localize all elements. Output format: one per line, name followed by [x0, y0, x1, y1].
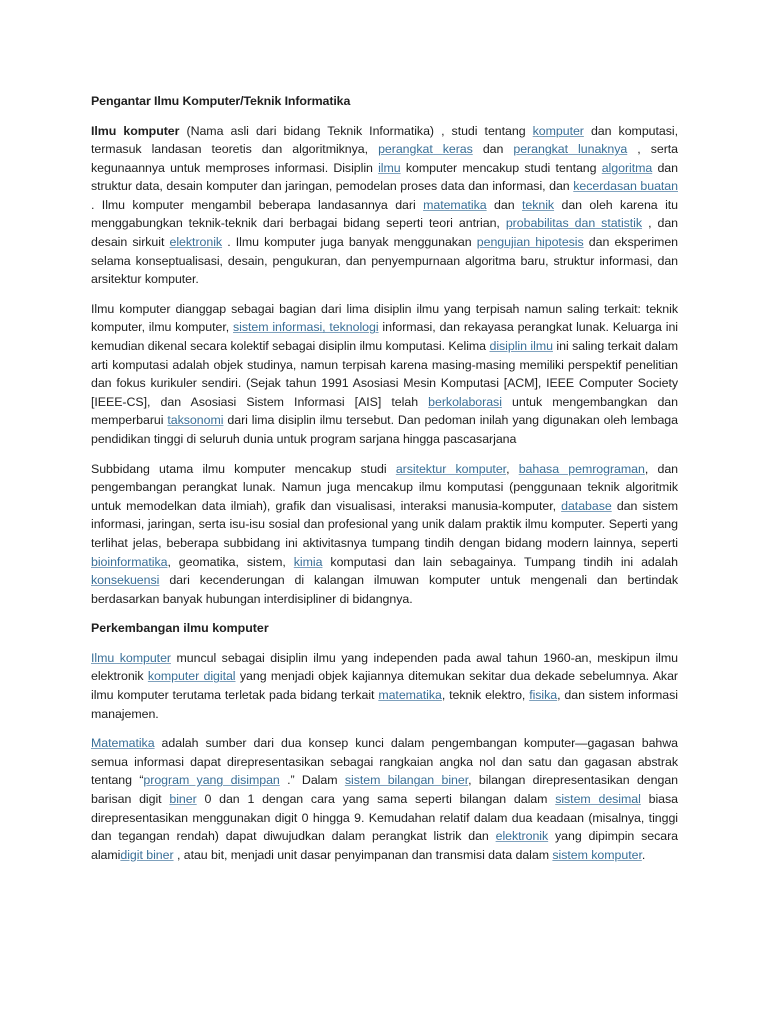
- text: Subbidang utama ilmu komputer mencakup studi: [91, 461, 396, 476]
- section-heading: Perkembangan ilmu komputer: [91, 621, 269, 636]
- text: dan eksperimen selama konseptualisasi, desain, pengukuran, dan penyempurnaan algoritma baru, struktur informasi, dan arsitektur komputer.: [91, 235, 679, 287]
- text: , bilangan direpresentasikan dengan barisan digit: [91, 773, 678, 806]
- text: , serta kegunaannya untuk memproses informasi. Disiplin: [91, 142, 678, 175]
- text: informasi, dan rekayasa perangkat lunak. Keluarga ini kemudian dikenal secara kolektif sebagai disiplin ilmu komputasi. Kelima: [91, 320, 678, 354]
- link-matematika[interactable]: matematika: [423, 197, 487, 212]
- text: , teknik elektro,: [441, 688, 530, 703]
- text: Ilmu komputer dianggap sebagai bagian dari lima disiplin ilmu yang terpisah namun saling terkait: teknik komputer, ilmu komputer,: [91, 301, 678, 335]
- link-sistem-bilangan-biner[interactable]: sistem bilangan biner: [344, 773, 469, 788]
- link-komputer[interactable]: komputer: [532, 123, 584, 138]
- text: .: [641, 847, 646, 862]
- text: , dan desain sirkuit: [91, 216, 678, 250]
- paragraph-intro: [91, 122, 678, 289]
- paragraph-history: [91, 649, 678, 723]
- link-konsekuensi[interactable]: konsekuensi: [91, 573, 160, 588]
- text: (Nama asli dari bidang Teknik Informatika) , studi tentang: [179, 123, 533, 138]
- link-biner[interactable]: biner: [169, 792, 197, 806]
- text: biasa direpresentasikan menggunakan digit 0 hingga 9. Kemudahan relatif dalam dua keadaan (misalnya, tinggi dan tegangan rendah) dapat diwujudkan dalam perangkat listrik dan: [91, 792, 679, 844]
- link-matematika-2[interactable]: matematika: [378, 688, 442, 703]
- link-elektronik-2[interactable]: elektronik: [495, 829, 549, 844]
- link-perangkat-lunak[interactable]: perangkat lunaknya: [513, 142, 628, 157]
- text: muncul sebagai disiplin ilmu yang independen pada awal tahun 1960-an, meskipun ilmu elektronik: [91, 650, 678, 684]
- link-sistem-komputer[interactable]: sistem komputer: [552, 847, 642, 862]
- link-probabilitas-statistik[interactable]: probabilitas dan statistik: [505, 216, 643, 231]
- document-title: Pengantar Ilmu Komputer/Teknik Informatika: [91, 94, 351, 108]
- link-kimia[interactable]: kimia: [293, 554, 323, 569]
- link-pengujian-hipotesis[interactable]: pengujian hipotesis: [476, 235, 584, 250]
- text: , geomatika, sistem,: [167, 554, 294, 569]
- link-arsitektur-komputer[interactable]: arsitektur komputer: [395, 461, 507, 476]
- link-sistem-desimal[interactable]: sistem desimal: [555, 792, 641, 806]
- link-ilmu-komputer[interactable]: Ilmu komputer: [91, 650, 171, 665]
- text: , dan sistem informasi manajemen.: [91, 688, 678, 721]
- link-teknik[interactable]: teknik: [521, 197, 555, 212]
- link-sistem-informasi[interactable]: sistem informasi, teknologi: [233, 320, 379, 335]
- link-database[interactable]: database: [561, 498, 612, 513]
- link-komputer-digital[interactable]: komputer digital: [147, 669, 236, 684]
- text: dan oleh karena itu menggabungkan teknik-teknik dari berbagai bidang seperti teori antrian,: [91, 197, 679, 231]
- document-page: [91, 92, 678, 875]
- text: untuk mengembangkan dan memperbarui: [91, 394, 678, 428]
- text: ,: [506, 461, 519, 476]
- text: yang menjadi objek kajiannya ditemukan sekitar dua dekade sebelumnya. Akar ilmu komputer terutama terletak pada bidang terkait: [91, 669, 678, 703]
- text: dan: [486, 197, 522, 212]
- text: dari kecenderungan di kalangan ilmuwan komputer untuk mengenali dan bertindak berdasarkan banyak hubungan interdisipliner di bidangnya.: [91, 573, 678, 606]
- link-berkolaborasi[interactable]: berkolaborasi: [428, 394, 502, 409]
- link-digit-biner[interactable]: digit biner: [120, 847, 174, 862]
- paragraph-subfields: [91, 460, 678, 609]
- paragraph-disciplines: [91, 300, 678, 449]
- text: dan: [472, 142, 514, 157]
- link-disiplin-ilmu[interactable]: disiplin ilmu: [489, 339, 553, 354]
- text: komputer mencakup studi tentang: [400, 160, 602, 175]
- paragraph-mathematics: [91, 734, 678, 864]
- text: , dan pengembangan perangkat lunak. Namun juga mencakup ilmu komputasi (penggunaan teknik algoritmik untuk memodelkan data ilmiah), grafik dan visualisasi, interaksi manusia-komputer,: [91, 461, 679, 513]
- link-fisika[interactable]: fisika: [529, 688, 558, 703]
- link-matematika-3[interactable]: Matematika: [91, 736, 155, 751]
- link-program-disimpan[interactable]: program yang disimpan: [143, 773, 280, 788]
- text: dan komputasi, termasuk landasan teoretis dan algoritmiknya,: [91, 123, 678, 157]
- link-perangkat-keras[interactable]: perangkat keras: [378, 142, 473, 157]
- text: . Ilmu komputer juga banyak menggunakan: [222, 235, 477, 250]
- text: .” Dalam: [279, 773, 345, 788]
- text: 0 dan 1 dengan cara yang sama seperti bilangan dalam: [196, 792, 556, 806]
- text: dari lima disiplin ilmu tersebut. Dan pedoman inilah yang digunakan oleh lembaga pendidikan tinggi di seluruh dunia untuk program sarjana hingga pascasarjana: [91, 413, 678, 446]
- text: dan struktur data, desain komputer dan jaringan, pemodelan proses data dan informasi, dan: [91, 160, 678, 194]
- link-elektronik[interactable]: elektronik: [169, 235, 223, 250]
- link-bioinformatika[interactable]: bioinformatika: [91, 554, 168, 569]
- text: dan sistem informasi, jaringan, serta isu-isu sosial dan profesional yang unik dalam praktik ilmu komputer. Seperti yang terlihat jelas, beberapa subbidang ini aktivitasnya tumpang tindih dengan bidang modern lainnya, seperti: [91, 498, 678, 550]
- link-taksonomi[interactable]: taksonomi: [167, 413, 224, 428]
- text: . Ilmu komputer mengambil beberapa landasannya dari: [91, 197, 424, 212]
- link-kecerdasan-buatan[interactable]: kecerdasan buatan: [573, 179, 678, 194]
- link-ilmu[interactable]: ilmu: [378, 160, 401, 175]
- text: yang dipimpin secara alami: [91, 829, 678, 862]
- lead-term: Ilmu komputer: [91, 123, 180, 138]
- text: komputasi dan lain sebagainya. Tumpang tindih ini adalah: [322, 554, 678, 569]
- text: , atau bit, menjadi unit dasar penyimpanan dan transmisi data dalam: [173, 847, 553, 862]
- link-algoritma[interactable]: algoritma: [601, 160, 653, 175]
- link-bahasa-pemrograman[interactable]: bahasa pemrograman: [518, 461, 645, 476]
- text: ini saling terkait dalam arti komputasi adalah objek studinya, namun terpisah karena masing-masing memiliki perspektif penelitian dan fokus kurikuler sendiri. (Sejak tahun 1991 Asosiasi Mesin Komputasi [ACM], IEEE Computer Society [IEEE-CS], dan Asosiasi Sistem Informasi [AIS] telah: [91, 339, 679, 409]
- text: adalah sumber dari dua konsep kunci dalam pengembangan komputer—gagasan bahwa semua informasi dapat direpresentasikan sebagai rangkaian angka nol dan satu dan gagasan abstrak tentang “: [91, 736, 678, 788]
